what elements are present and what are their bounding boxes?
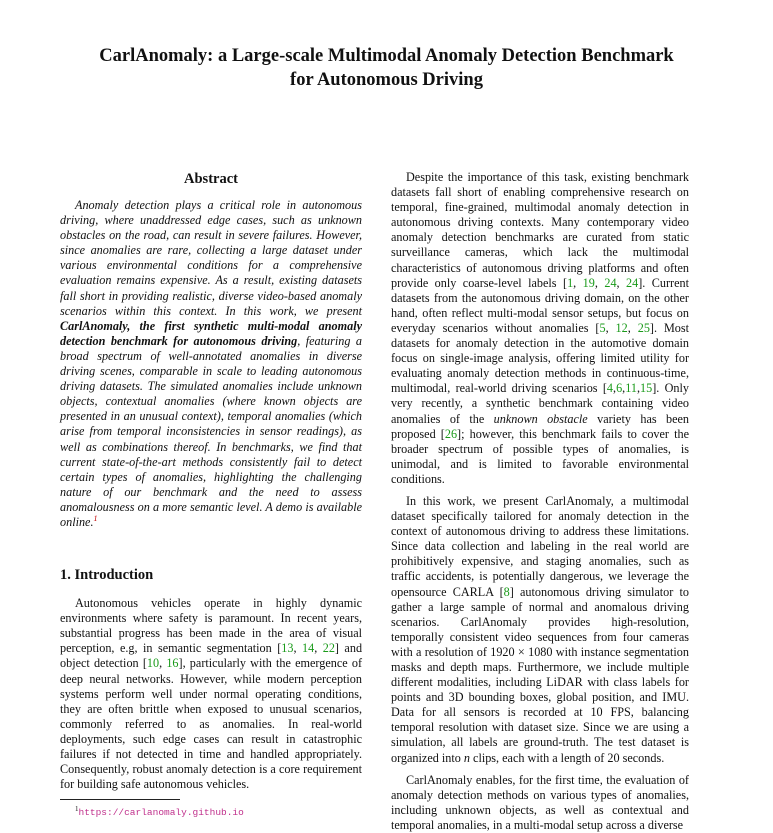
footnote-number: 1 xyxy=(75,805,79,813)
text-span: ], particularly with the emergence of deep neural networks. However, while modern perception systems perform well under normal operating conditions, they are often brittle when exposed to unusual scenarios, commonly referred to as anomalies. In real-world deployments, such edge cases can result in catastrophic failures if not detected in time and handled appropriately. Consequently, robust anomaly detection is a core requirement for building safe autonomous vehicles. xyxy=(60,656,363,792)
sep: , xyxy=(613,381,617,396)
citation-link[interactable]: 15 xyxy=(640,381,653,396)
citation-link[interactable]: 24 xyxy=(604,275,617,290)
citation-link[interactable]: 14 xyxy=(302,641,315,656)
right-paragraph-2 xyxy=(391,494,689,766)
title-line-1: CarlAnomaly: a Large-scale Multimodal Anomaly Detection Benchmark xyxy=(99,46,674,66)
paper-title xyxy=(60,44,713,92)
citation-link[interactable]: 11 xyxy=(625,381,637,396)
right-paragraph-1 xyxy=(391,170,689,487)
citation-link[interactable]: 8 xyxy=(503,584,510,599)
citation-link[interactable]: 25 xyxy=(637,320,650,335)
text-span: In this work, we present CarlAnomaly, a multimodal dataset specifically tailored for anomaly detection in the context of autonomous driving to address these limitations. Since data collection and labeling in the real world are prohibitively expensive, and staging anomalies, such as traffic accidents, is potentially dangerous, we leverage the opensource CARLA [ xyxy=(391,493,689,599)
sep: , xyxy=(159,656,167,671)
sep: , xyxy=(605,320,616,335)
abstract-bold-claim: CarlAnomaly, the first synthetic multi-modal anomaly detection benchmark for autonomous driving xyxy=(60,318,362,348)
emphasis-text: unknown obstacle xyxy=(493,411,588,426)
citation-link[interactable]: 4 xyxy=(606,381,614,396)
section-heading-introduction: 1. Introduction xyxy=(60,567,154,584)
citation-link[interactable]: 26 xyxy=(444,426,458,441)
left-column xyxy=(60,170,362,792)
sep: , xyxy=(616,275,627,290)
abstract-text xyxy=(60,198,362,530)
text-span: ]; however, this benchmark fails to cover the broader spectrum of possible types of anomalies, is unimodal, and is limited to favorable environmental conditions. xyxy=(391,426,689,486)
citation-link[interactable]: 1 xyxy=(567,275,574,290)
sep: , xyxy=(627,320,638,335)
text-span: Autonomous vehicles operate in highly dynamic environments where safety is paramount. In recent years, substantial progress has been made in the area of visual perception, e.g, in semantic segmentation [ xyxy=(60,596,362,656)
text-span: clips, each with a length of 20 seconds. xyxy=(469,750,665,765)
footnote xyxy=(75,803,244,819)
title-line-2: for Autonomous Driving xyxy=(290,70,483,90)
right-paragraph-3: CarlAnomaly enables, for the first time, the evaluation of anomaly detection methods on various types of anomalies, including unknown objects, as well as contextual and temporal anomalies, in a multi-modal setup across a diverse xyxy=(391,772,689,832)
text-span: Despite the importance of this task, existing benchmark datasets fall short of enabling comprehensive research on temporal, fine-grained, multimodal anomaly detection in autonomous driving contexts. Many contemporary video anomaly detection benchmarks are curated from static surveillance cameras, which lack the multimodal characteristics of autonomous driving platforms and often provide only coarse-level labels [ xyxy=(391,170,689,290)
footnote-divider xyxy=(60,799,180,800)
text-span: ]. Current datasets from the autonomous driving domain, on the other hand, often reflect multi-modal sensor setups, but focus on everyday scenarios without anomalies [ xyxy=(391,275,690,335)
sep: , xyxy=(573,275,583,290)
text-span: ]. Most datasets for anomaly detection in the automotive domain focus on single-image analysis, offering limited utility for evaluating anomaly detection methods in continuous-time, multimodal, real-world driving scenarios [ xyxy=(391,320,690,396)
abstract-text-part: , featuring a broad spectrum of well-annotated anomalies in diverse driving scenes, comparable in scale to leading autonomous driving datasets. The simulated anomalies include unknown objects, contextual anomalies (where known objects are presented in an unusual context), temporal anomalies (which arise from temporal inconsistencies in sensor readings), as well as combinations thereof. In benchmarks, we find that current state-of-the-art methods consistently fail to detect certain types of anomalies, highlighting the challenging nature of our benchmark and the need to assess anomalousness on a more semantic level. A demo is available online. xyxy=(60,333,363,529)
citation-link[interactable]: 10 xyxy=(146,656,160,671)
sep: , xyxy=(622,381,626,396)
sep: , xyxy=(314,641,323,656)
text-span: variety has been proposed [ xyxy=(391,411,690,441)
citation-link[interactable]: 13 xyxy=(281,641,294,656)
footnote-marker[interactable]: 1 xyxy=(93,513,98,523)
right-column xyxy=(391,170,689,833)
abstract-heading: Abstract xyxy=(184,171,238,187)
citation-link[interactable]: 16 xyxy=(166,656,179,671)
abstract-text-part: Anomaly detection plays a critical role in autonomous driving, where unaddressed edge cases, such as unknown obstacles on the road, can result in severe failures. However, since anomalies are rare, collecting a large dataset under various environmental conditions for a comprehensive evaluation remains expensive. As a result, existing datasets fall short in providing realistic, diverse video-based anomaly scenarios within this context. In this work, we present xyxy=(60,198,362,318)
text-span: ] and object detection [ xyxy=(60,641,363,671)
sep: , xyxy=(293,641,302,656)
intro-paragraph xyxy=(60,596,362,792)
citation-link[interactable]: 22 xyxy=(322,641,335,656)
text-span: ] autonomous driving simulator to gather a large sample of normal and anomalous driving scenarios. CarlAnomaly provides high-resolution, temporally consistent video sequences from four cameras with a resolution of 1920 × 1080 with instance segmentation masks and depth maps. Furthermore, we include multiple different modalities, including LiDAR with class labels for points and 3D bounding boxes, global position, and IMU. Data for all sensors is recorded at 10 FPS, balancing temporal resolution with dataset size. Since we are using a simulation, all labels are ground-truth. The test dataset is organized into xyxy=(391,584,689,765)
math-variable: n xyxy=(463,750,470,765)
citation-link[interactable]: 6 xyxy=(616,381,623,396)
sep: , xyxy=(594,275,605,290)
citation-link[interactable]: 24 xyxy=(626,275,639,290)
text-span: ]. Only very recently, a synthetic benchmark containing video anomalies of the xyxy=(391,381,689,426)
citation-link[interactable]: 19 xyxy=(582,275,595,290)
citation-link[interactable]: 5 xyxy=(599,320,606,335)
footnote-url-link[interactable]: https://carlanomaly.github.io xyxy=(78,807,244,819)
sep: , xyxy=(636,381,640,396)
citation-link[interactable]: 12 xyxy=(615,320,628,335)
